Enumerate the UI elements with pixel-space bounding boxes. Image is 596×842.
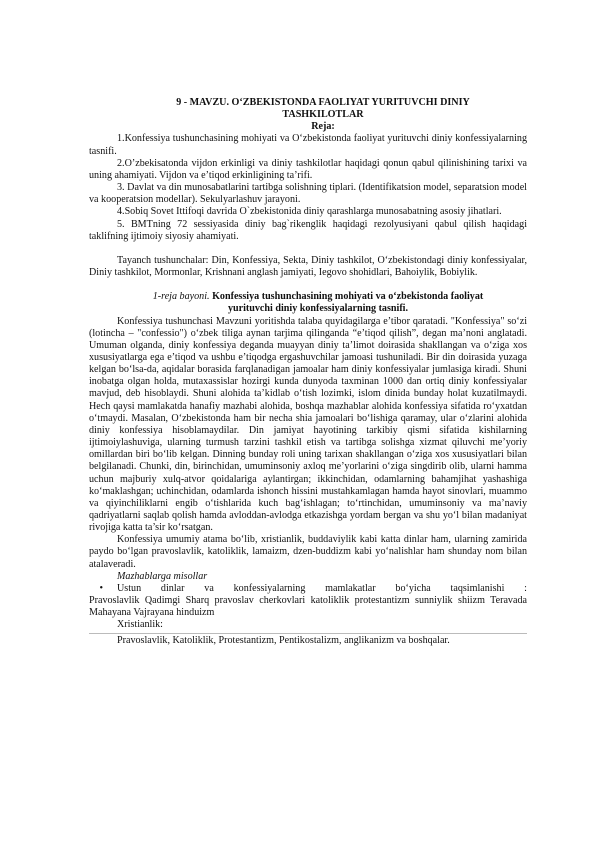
- spacer: [89, 243, 527, 255]
- section-heading-line1: Konfessiya tushunchasining mohiyati va o‘zbekistonda faoliyat: [209, 291, 484, 303]
- document-title-line2: TASHKILOTLAR: [282, 109, 364, 121]
- divider: [89, 633, 527, 634]
- body-paragraph-2: Konfessiya umumiy atama bo‘lib, xristianlik, buddaviylik kabi katta dinlar ham, ularning zamirida paydo bo‘lgan pravoslavlik, katoliklik, lamaizm, dzen-buddizm kabi yo‘nalishlar ham shunday nom bilan atalaveradi.: [89, 534, 527, 570]
- christianity-list: Pravoslavlik, Katoliklik, Protestantizm, Pentikostalizm, anglikanizm va boshqalar.: [117, 634, 450, 646]
- plan-item-4: 4.Sobiq Sovet Ittifoqi davrida O`zbekistonida diniy qarashlarga munosabatning asosiy jihatlari.: [117, 206, 502, 218]
- section-heading-lead: 1-reja bayoni.: [152, 291, 210, 303]
- examples-first-line: [89, 583, 527, 595]
- section-heading-line2: yurituvchi diniy konfessiyalarning tasnifi.: [227, 303, 409, 315]
- examples-rest: Pravoslavlik Qadimgi Sharq pravoslav cherkovlari katoliklik protestantizm sunniylik shiizm Teravada Mahayana Vajrayana hinduizm: [89, 595, 527, 619]
- examples-first-text: Ustun dinlar va konfessiyalarning mamlakatlar bo‘yicha taqsimlanishi :: [117, 582, 527, 594]
- plan-item-2: 2.O’zbekisatonda vijdon erkinligi va diniy tashkilotlar haqidagi qonun qabul qilinishining tarixi va uning ahamiyati. Vijdon va e’tiqod erkinligining ta’rifi.: [89, 157, 527, 181]
- spacer: [89, 279, 527, 291]
- plan-item-3: 3. Davlat va din munosabatlarini tartibga solishning tiplari. (Identifikatsion model, separatsion model va kooperatsion modellar). Sekulyarlashuv jarayoni.: [89, 182, 527, 206]
- examples-label: Mazhablarga misollar: [117, 570, 208, 582]
- body-paragraph-1: Konfessiya tushunchasi Mavzuni yoritishda talaba quyidagilarga e’tibor qaratadi. "Konfessiya" so‘zi (lotincha – "confessio") o‘zbek tiliga aynan tarjima qilinganda “e’tiqod qilish”, degan ma’noni anglatadi. Umuman olganda, diniy konfessiya deganda muayyan diniy ta’limot doirasida shakllangan va o‘ziga xos xususiyatlarga ega e’tiqod va ushbu e’tiqodga ergashuvchilar jamoasi tushuniladi. Bir din doirasida yuzaga kelgan bo‘lsa-da, aqidalar borasida farqlanadigan jamoalar ham diniy konfessiyalar jumlasiga kiradi. Shuni inobatga olgan holda, mutaxassislar hozirgi kunda dunyoda taxminan 1000 dan ortiq diniy konfessiyalar mavjud, deb hisoblaydi. Shuni alohida ta’kidlab o‘tish lozimki, islom dinida bunday holat kuzatilmaydi. Hech qaysi mamlakatda hanafiy mazhabi alohida, boshqa mazhablar alohida konfessiya sifatida ro‘yxatdan o‘tmaydi. Masalan, O‘zbekistonda ham bir necha shia jamoalari bo‘lishiga qaramay, ular o‘zlarini alohida diniy konfessiya hisoblamaydilar. Din jamiyat hayotining tarkibiy qismi sifatida kishilarning ijtimoiylashuviga, ularning turmush tarzini tashkil etish va tartibga solishga xizmat qiluvchi me’yoriy omillardan biri bo‘lib kelgan. Dinning bunday roli uning tarixan shakllangan o‘ziga xos xususiyatlari bilan belgilanadi. Chunki, din, birinchidan, umuminsoniy axloq me’yorlarini o‘ziga singdirib olib, ularni hamma uchun majburiy xulq-atvor qoidalariga aylantirgan; ikkinchidan, odamlarning bahamjihat yashashiga ko‘maklashgan; uchinchidan, odamlarda ishonch hissini mustahkamlagan hamda hayot sinovlari, muammo va qiyinchiliklarni engib o‘tishlarida kuch bag‘ishlagan; to‘rtinchidan, umuminsoniy va ma’naviy qadriyatlarni saqlab qolish hamda avloddan-avlodga etkazishga yordam bergan va shu yo‘l bilan madaniyat rivojiga katta ta’sir ko‘rsatgan.: [89, 315, 527, 534]
- document-title-line1: 9 - MAVZU. O‘ZBEKISTONDA FAOLIYAT YURITUVCHI DINIY: [176, 97, 470, 108]
- bullet-icon: •: [99, 582, 103, 594]
- christianity-label: Xristianlik:: [117, 619, 163, 631]
- plan-item-5: 5. BMTning 72 sessiyasida diniy bag`rikenglik haqidagi rezolyusiyani qabul qilish haqidagi taklifning ijtimoiy siyosiy ahamiyati.: [89, 218, 527, 242]
- plan-label: Reja:: [311, 121, 335, 133]
- document-page: [89, 97, 527, 647]
- key-concepts: Tayanch tushunchalar: Din, Konfessiya, Sekta, Diniy tashkilot, O‘zbekistondagi diniy konfessiyalar, Diniy tashkilot, Mormonlar, Krishnani anglash jamiyati, Iegovo shohidlari, Bahoiylik, Bobiylik.: [89, 254, 527, 279]
- section-heading: [89, 291, 527, 303]
- plan-item-1: 1.Konfessiya tushunchasining mohiyati va O‘zbekistonda faoliyat yurituvchi diniy konfessiyalarning tasnifi.: [89, 133, 527, 157]
